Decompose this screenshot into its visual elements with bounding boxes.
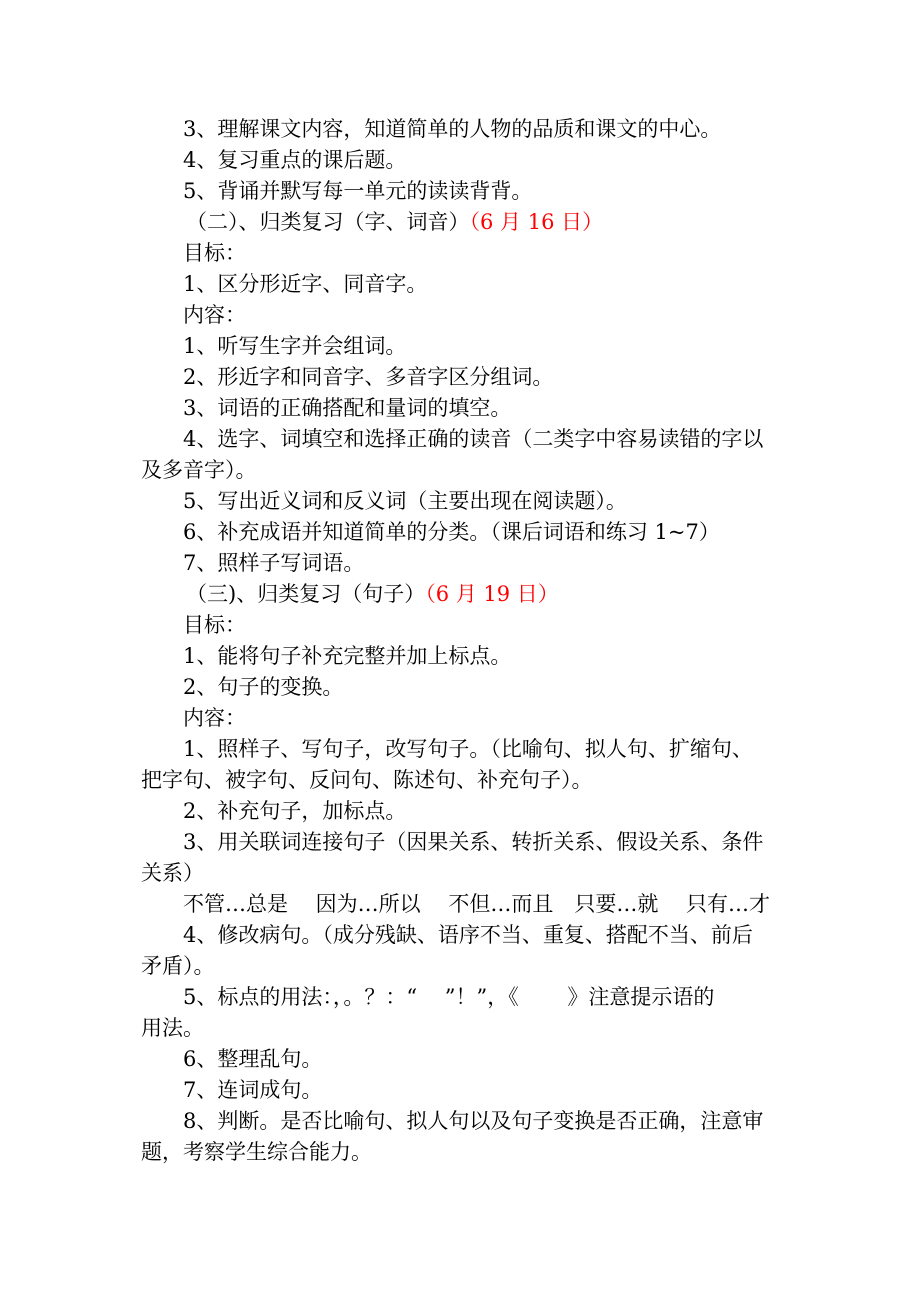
section3-date: （6 月 19 日） <box>425 582 559 606</box>
section3-item-5-cont: 用法。 <box>141 1016 204 1040</box>
section3-item-8: 8、判断。是否比喻句、拟人句以及句子变换是否正确，注意审 <box>183 1109 764 1133</box>
section3-item-4: 4、修改病句。（成分残缺、语序不当、重复、搭配不当、前后 <box>183 923 753 947</box>
section3-heading: （三)、归类复习（句子） <box>186 582 426 606</box>
section3-item-8-cont: 题，考察学生综合能力。 <box>141 1140 372 1164</box>
section3-conjunctions: 不管…总是 因为…所以 不但…而且 只要…就 只有…才 <box>183 892 771 916</box>
section2-item-7: 7、照样子写词语。 <box>183 551 365 575</box>
section2-heading: （二）、归类复习（字、词音） <box>186 210 470 234</box>
section2-item-4-cont: 及多音字）。 <box>141 458 257 482</box>
section3-goal-label: 目标： <box>183 613 246 637</box>
section2-item-6: 6、补充成语并知道简单的分类。（课后词语和练习 1~7） <box>183 520 720 544</box>
section2-date: （6 月 16 日） <box>469 210 604 234</box>
section3-item-3-cont: 关系） <box>141 861 204 885</box>
review-goal-3: 3、理解课文内容，知道简单的人物的品质和课文的中心。 <box>183 117 722 141</box>
section2-item-5: 5、写出近义词和反义词（主要出现在阅读题）。 <box>183 489 627 513</box>
section3-goal-1: 1、能将句子补充完整并加上标点。 <box>183 644 512 668</box>
section3-content-label: 内容： <box>183 706 246 730</box>
section2-item-2: 2、形近字和同音字、多音字区分组词。 <box>183 365 554 389</box>
section3-item-6: 6、整理乱句。 <box>183 1047 323 1071</box>
section3-item-4-cont: 矛盾）。 <box>141 954 215 978</box>
section2-content-label: 内容： <box>183 303 246 327</box>
section2-item-3: 3、词语的正确搭配和量词的填空。 <box>183 396 512 420</box>
section2-heading-line <box>186 207 826 237</box>
section2-goal-label: 目标： <box>183 241 246 265</box>
section2-item-1: 1、听写生字并会组词。 <box>183 334 407 358</box>
section3-item-1: 1、照样子、写句子，改写句子。（比喻句、拟人句、扩缩句、 <box>183 737 753 761</box>
section3-item-5: 5、标点的用法：，。？：“ ”！”，《 》注意提示语的 <box>183 985 715 1009</box>
section3-heading-line <box>186 579 826 609</box>
section3-item-7: 7、连词成句。 <box>183 1078 323 1102</box>
review-goal-5: 5、背诵并默写每一单元的读读背背。 <box>183 179 533 203</box>
section3-item-2: 2、补充句子，加标点。 <box>183 799 407 823</box>
section3-item-3: 3、用关联词连接句子（因果关系、转折关系、假设关系、条件 <box>183 830 764 854</box>
section2-item-4: 4、选字、词填空和选择正确的读音（二类字中容易读错的字以 <box>183 427 764 451</box>
section3-item-1-cont: 把字句、被字句、反问句、陈述句、补充句子）。 <box>141 768 593 792</box>
section3-goal-2: 2、句子的变换。 <box>183 675 344 699</box>
review-goal-4: 4、复习重点的课后题。 <box>183 148 407 172</box>
section2-goal-1: 1、区分形近字、同音字。 <box>183 272 428 296</box>
